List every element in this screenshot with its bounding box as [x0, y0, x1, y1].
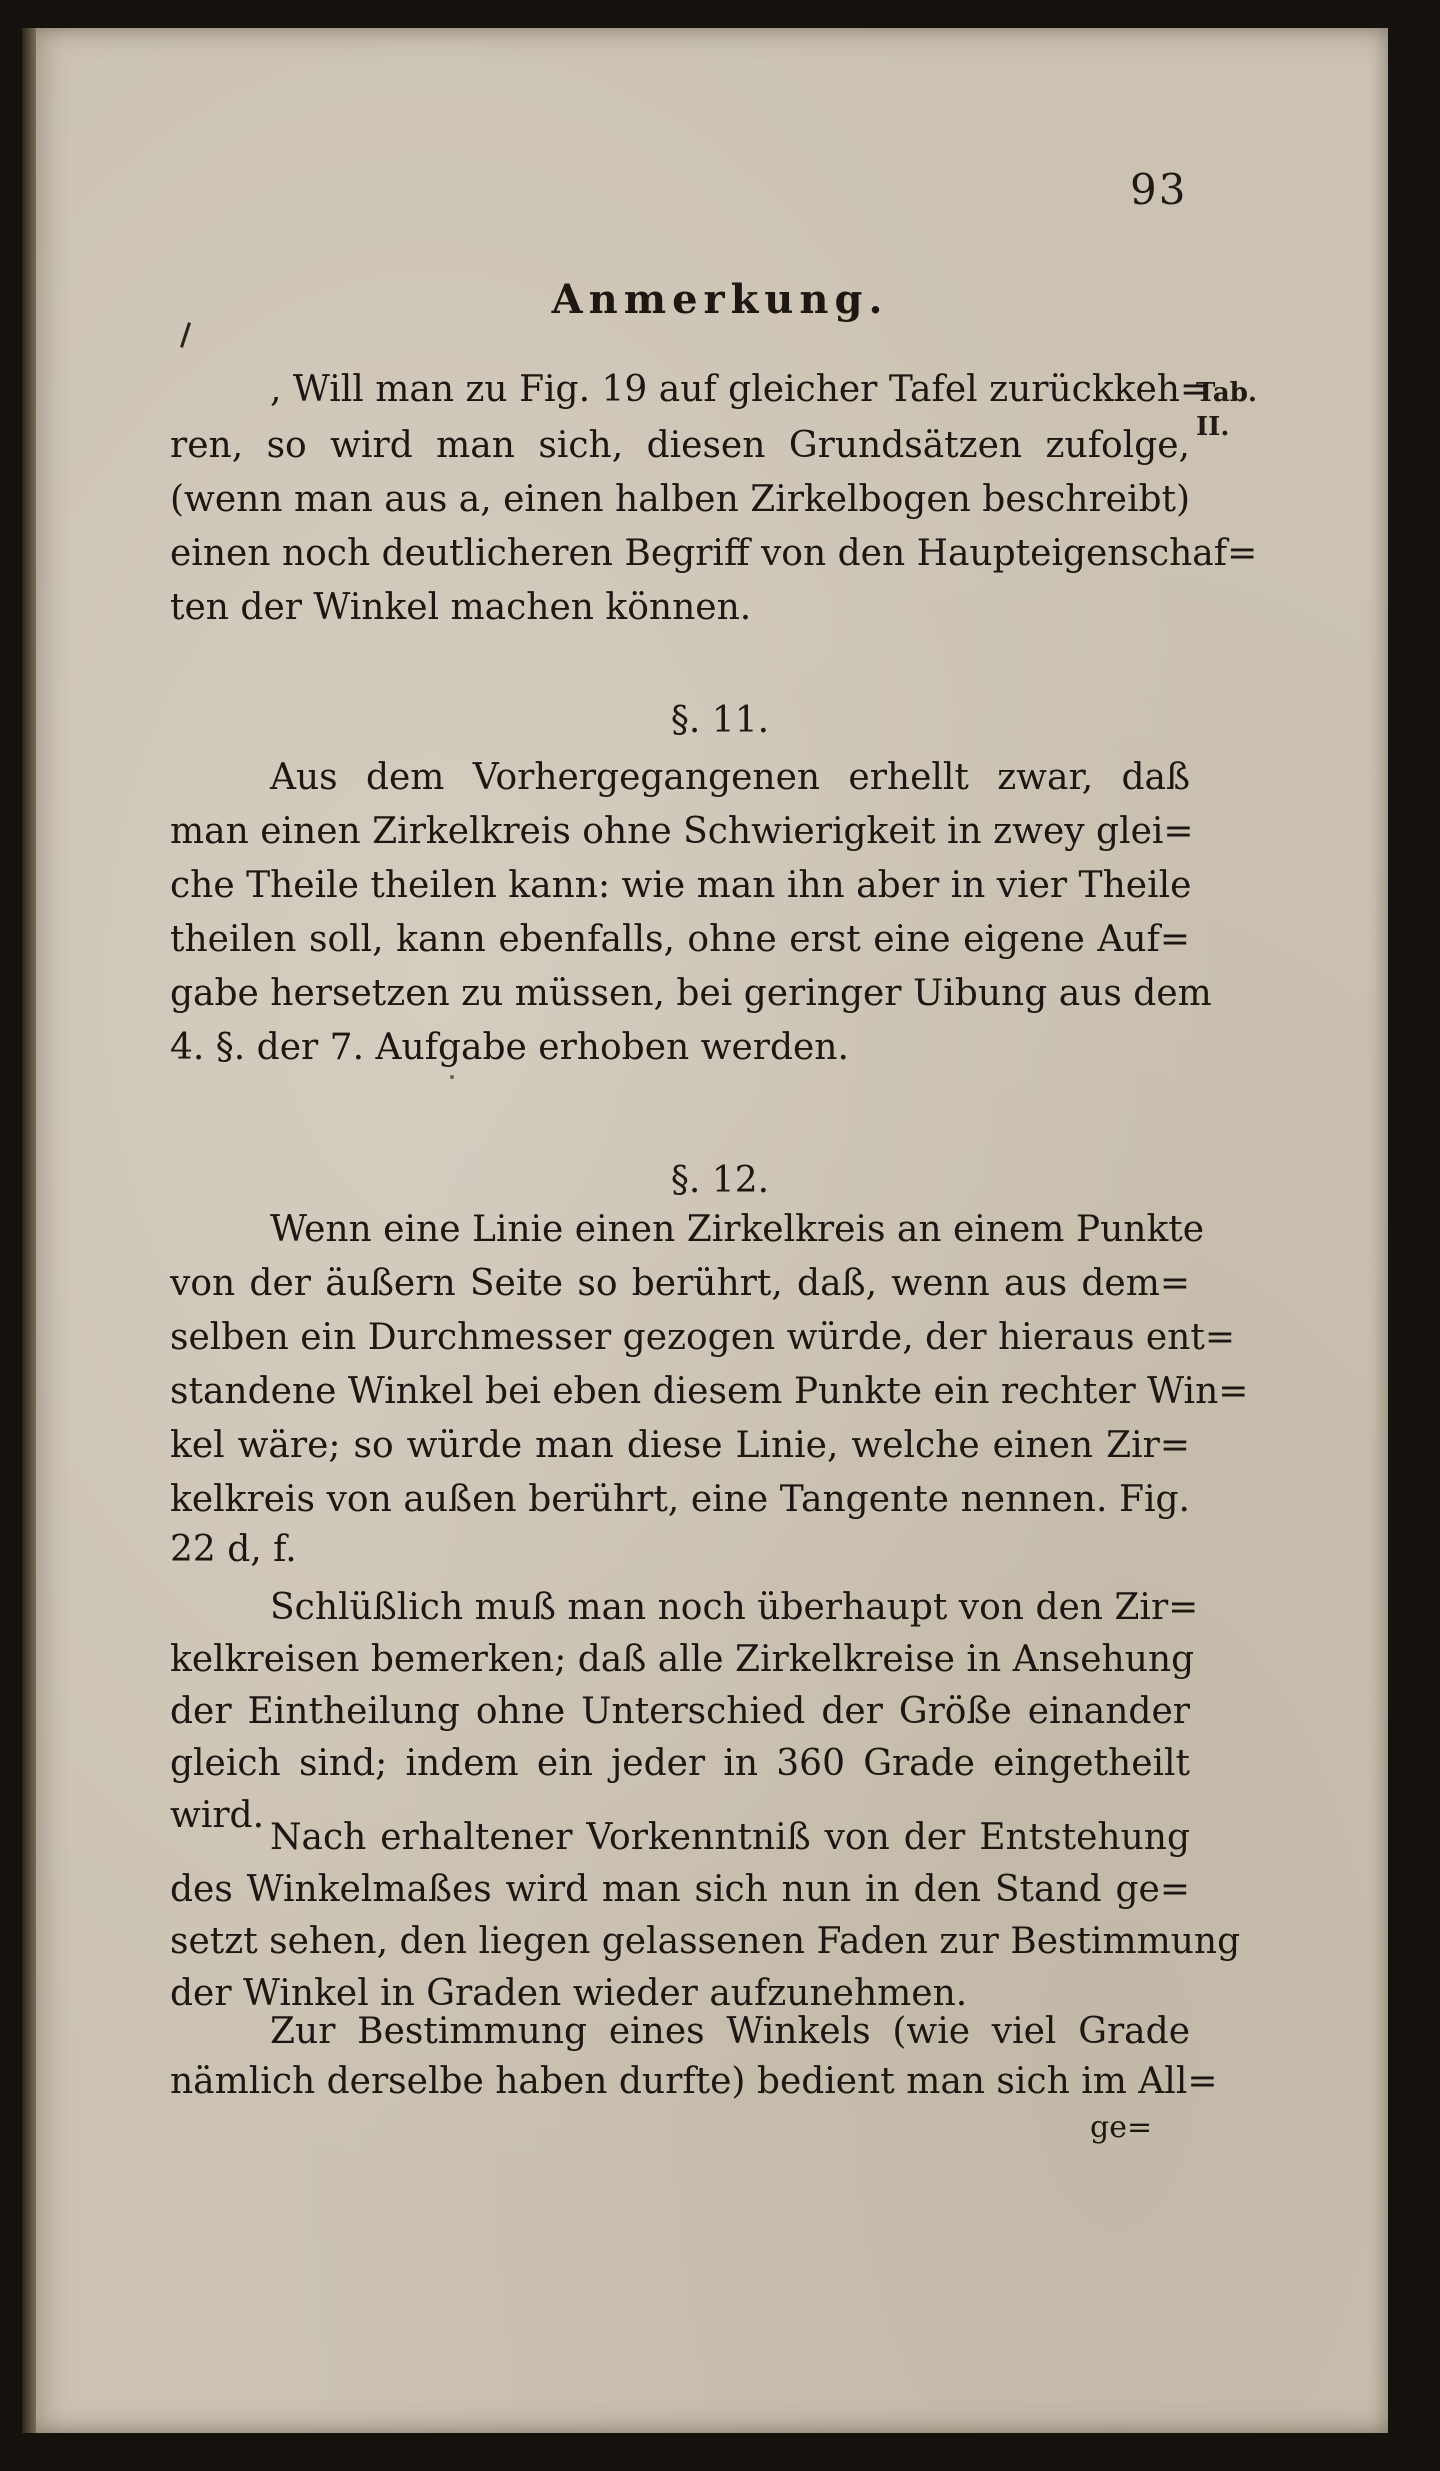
section-12-line: von der äußern Seite so berührt, daß, wenn aus dem=	[170, 1263, 1190, 1304]
remark-line: (wenn man aus a, einen halben Zirkelbogen beschreibt)	[170, 479, 1191, 520]
remark-heading: Anmerkung.	[551, 276, 889, 323]
paragraph-line: gleich sind; indem ein jeder in 360 Grade eingetheilt	[170, 1743, 1190, 1784]
stray-ink-dot	[450, 1075, 454, 1079]
section-11-line: man einen Zirkelkreis ohne Schwierigkeit in zwey glei=	[170, 811, 1194, 852]
section-12-line: kel wäre; so würde man diese Linie, welche einen Zir=	[170, 1425, 1190, 1466]
section-11-line: che Theile theilen kann: wie man ihn aber in vier Theile	[170, 865, 1192, 906]
section-12-line: 22 d, f.	[170, 1529, 297, 1570]
paragraph-line: der Winkel in Graden wieder aufzunehmen.	[170, 1973, 968, 2014]
remark-line: einen noch deutlicheren Begriff von den Haupteigenschaf=	[170, 533, 1258, 574]
remark-line: ten der Winkel machen können.	[170, 587, 752, 628]
section-12-line: standene Winkel bei eben diesem Punkte ein rechter Win=	[170, 1371, 1249, 1412]
page-number: 93	[1130, 165, 1188, 214]
paragraph-line: Zur Bestimmung eines Winkels (wie viel Grade	[270, 2011, 1190, 2052]
catchword: ge=	[1090, 2110, 1153, 2145]
section-12-line: Wenn eine Linie einen Zirkelkreis an einem Punkte	[270, 1209, 1205, 1250]
section-12-line: selben ein Durchmesser gezogen würde, der hieraus ent=	[170, 1317, 1235, 1358]
section-11-line: theilen soll, kann ebenfalls, ohne erst eine eigene Auf=	[170, 919, 1190, 960]
margin-note-table: Tab.	[1196, 378, 1257, 408]
page-spine-shadow	[22, 28, 36, 2433]
paragraph-line: nämlich derselbe haben durfte) bedient man sich im All=	[170, 2061, 1218, 2102]
paragraph-line: der Eintheilung ohne Unterschied der Größe einander	[170, 1691, 1190, 1732]
section-11-line: gabe hersetzen zu müssen, bei geringer Uibung aus dem	[170, 973, 1212, 1014]
section-11-heading: §. 11.	[670, 700, 770, 741]
paragraph-line: wird.	[170, 1795, 265, 1836]
paragraph-line: setzt sehen, den liegen gelassenen Faden zur Bestimmung	[170, 1921, 1241, 1962]
margin-note-number: II.	[1196, 412, 1230, 442]
section-11-line: 4. §. der 7. Aufgabe erhoben werden.	[170, 1027, 849, 1068]
remark-line: , Will man zu Fig. 19 auf gleicher Tafel zurückkeh=	[270, 369, 1211, 410]
paragraph-line: des Winkelmaßes wird man sich nun in den Stand ge=	[170, 1869, 1190, 1910]
section-12-heading: §. 12.	[670, 1160, 770, 1201]
paragraph-line: Nach erhaltener Vorkenntniß von der Entstehung	[270, 1817, 1190, 1858]
remark-line: ren, so wird man sich, diesen Grundsätzen zufolge,	[170, 425, 1190, 466]
section-11-line: Aus dem Vorhergegangenen erhellt zwar, daß	[270, 757, 1190, 798]
paragraph-line: Schlüßlich muß man noch überhaupt von den Zir=	[270, 1587, 1199, 1628]
paragraph-line: kelkreisen bemerken; daß alle Zirkelkreise in Ansehung	[170, 1639, 1195, 1680]
section-12-line: kelkreis von außen berührt, eine Tangente nennen. Fig.	[170, 1479, 1190, 1520]
